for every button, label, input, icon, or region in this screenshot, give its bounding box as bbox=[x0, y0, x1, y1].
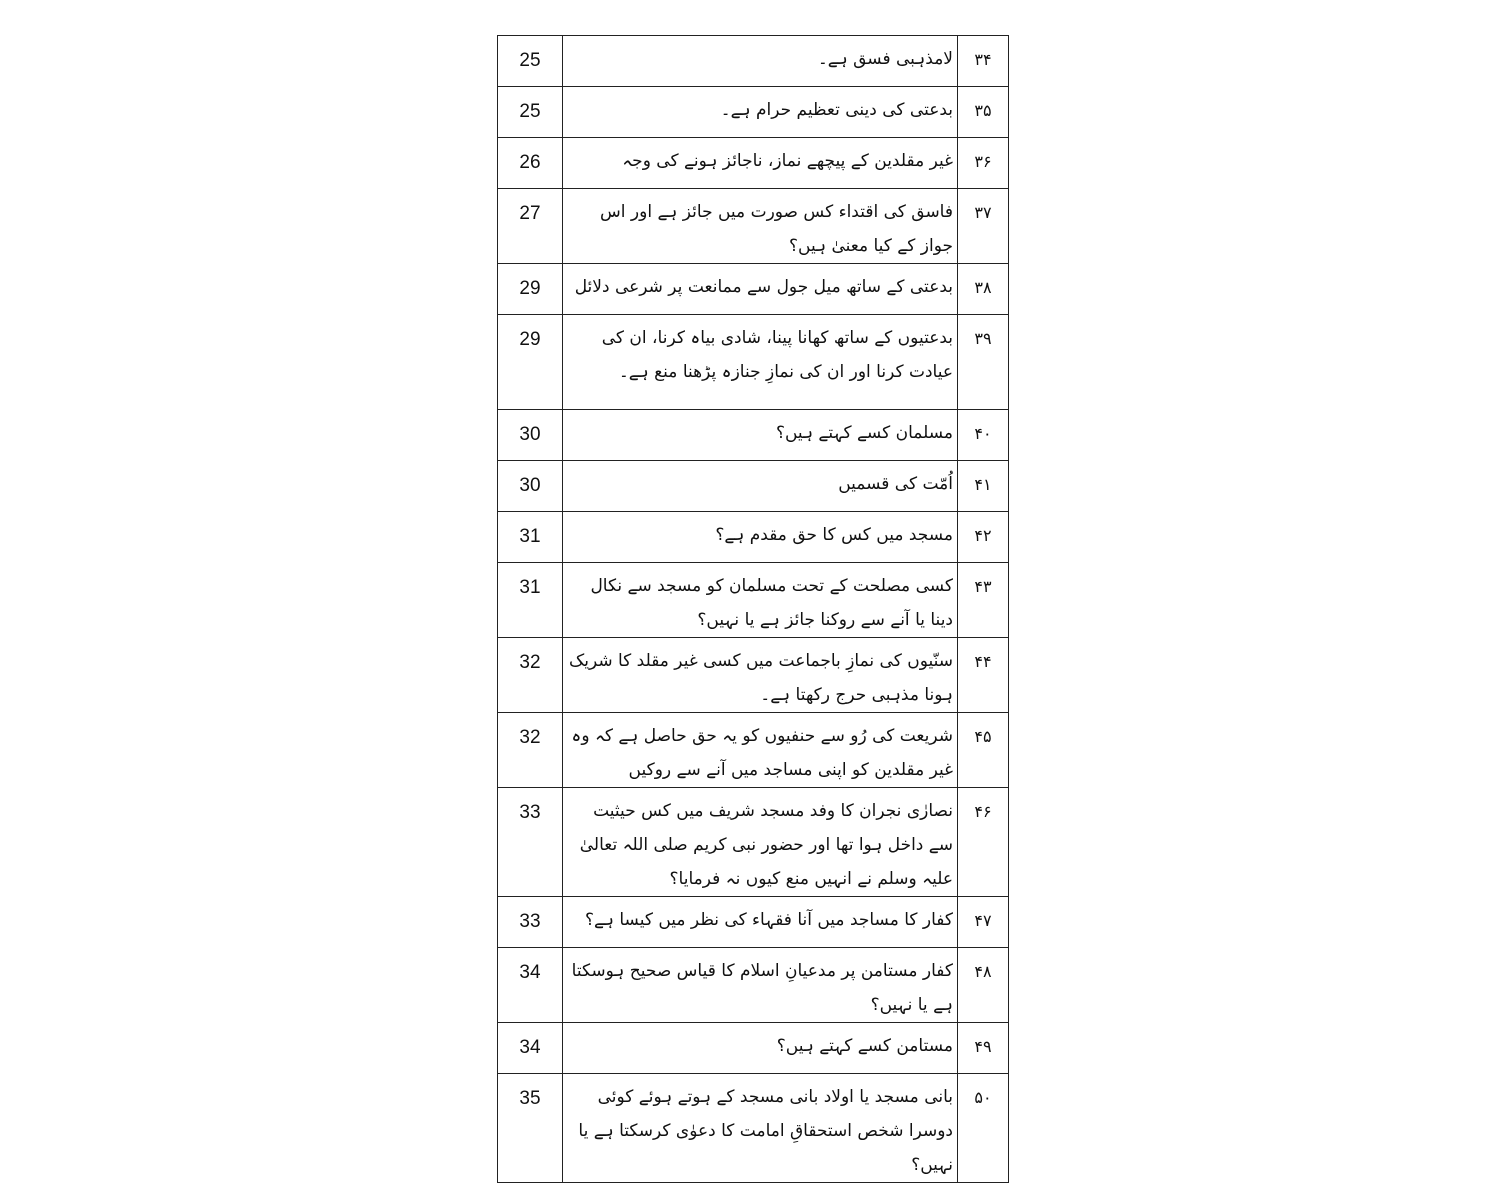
page-number-cell: 35 bbox=[498, 1074, 563, 1183]
topic-title-cell: اُمّت کی قسمیں bbox=[563, 461, 958, 512]
topic-title-cell: بدعتیوں کے ساتھ کھانا پینا، شادی بیاہ کرنا، ان کی عیادت کرنا اور ان کی نمازِ جنازہ پڑھنا منع ہے۔ bbox=[563, 315, 958, 410]
serial-number-cell: ۳۴ bbox=[958, 36, 1009, 87]
serial-number-cell: ۴۵ bbox=[958, 713, 1009, 788]
table-row bbox=[498, 315, 1009, 410]
table-row bbox=[498, 512, 1009, 563]
table-row bbox=[498, 1023, 1009, 1074]
serial-number-cell: ۳۵ bbox=[958, 87, 1009, 138]
topic-title-cell: مستامن کسے کہتے ہیں؟ bbox=[563, 1023, 958, 1074]
table-row bbox=[498, 138, 1009, 189]
topic-title-cell: بدعتی کے ساتھ میل جول سے ممانعت پر شرعی دلائل bbox=[563, 264, 958, 315]
table-row bbox=[498, 563, 1009, 638]
topic-title-cell: مسجد میں کس کا حق مقدم ہے؟ bbox=[563, 512, 958, 563]
topic-title-cell: کفار مستامن پر مدعیانِ اسلام کا قیاس صحیح ہوسکتا ہے یا نہیں؟ bbox=[563, 948, 958, 1023]
topic-title-cell: کسی مصلحت کے تحت مسلمان کو مسجد سے نکال دینا یا آنے سے روکنا جائز ہے یا نہیں؟ bbox=[563, 563, 958, 638]
page-number-cell: 29 bbox=[498, 315, 563, 410]
serial-number-cell: ۳۹ bbox=[958, 315, 1009, 410]
topic-title-cell: نصارٰی نجران کا وفد مسجد شریف میں کس حیثیت سے داخل ہوا تھا اور حضور نبی کریم صلی اللہ تعالیٰ علیہ وسلم نے انہیں منع کیوں نہ فرمایا؟ bbox=[563, 788, 958, 897]
serial-number-cell: ۴۸ bbox=[958, 948, 1009, 1023]
serial-number-cell: ۴۰ bbox=[958, 410, 1009, 461]
page-number-cell: 31 bbox=[498, 512, 563, 563]
table-row bbox=[498, 189, 1009, 264]
serial-number-cell: ۳۶ bbox=[958, 138, 1009, 189]
table-row bbox=[498, 36, 1009, 87]
serial-number-cell: ۴۹ bbox=[958, 1023, 1009, 1074]
topic-title-cell: فاسق کی اقتداء کس صورت میں جائز ہے اور اس جواز کے کیا معنیٰ ہیں؟ bbox=[563, 189, 958, 264]
page-number-cell: 33 bbox=[498, 788, 563, 897]
table-row bbox=[498, 897, 1009, 948]
page-number-cell: 34 bbox=[498, 948, 563, 1023]
table-row bbox=[498, 713, 1009, 788]
serial-number-cell: ۵۰ bbox=[958, 1074, 1009, 1183]
topic-title-cell: مسلمان کسے کہتے ہیں؟ bbox=[563, 410, 958, 461]
table-row bbox=[498, 87, 1009, 138]
page-number-cell: 29 bbox=[498, 264, 563, 315]
table-row bbox=[498, 638, 1009, 713]
page-number-cell: 31 bbox=[498, 563, 563, 638]
topic-title-cell: غیر مقلدین کے پیچھے نماز، ناجائز ہونے کی وجہ bbox=[563, 138, 958, 189]
page-number-cell: 33 bbox=[498, 897, 563, 948]
topic-title-cell: بدعتی کی دینی تعظیم حرام ہے۔ bbox=[563, 87, 958, 138]
page-number-cell: 32 bbox=[498, 713, 563, 788]
page-number-cell: 26 bbox=[498, 138, 563, 189]
page-number-cell: 30 bbox=[498, 410, 563, 461]
topic-title-cell: کفار کا مساجد میں آنا فقہاء کی نظر میں کیسا ہے؟ bbox=[563, 897, 958, 948]
table-row bbox=[498, 461, 1009, 512]
table-row bbox=[498, 410, 1009, 461]
table-row bbox=[498, 264, 1009, 315]
topic-title-cell: لامذہبی فسق ہے۔ bbox=[563, 36, 958, 87]
serial-number-cell: ۳۷ bbox=[958, 189, 1009, 264]
table-row bbox=[498, 1074, 1009, 1183]
page-number-cell: 25 bbox=[498, 36, 563, 87]
page-number-cell: 34 bbox=[498, 1023, 563, 1074]
page-number-cell: 25 bbox=[498, 87, 563, 138]
serial-number-cell: ۴۷ bbox=[958, 897, 1009, 948]
page-number-cell: 32 bbox=[498, 638, 563, 713]
topic-title-cell: بانی مسجد یا اولاد بانی مسجد کے ہوتے ہوئے کوئی دوسرا شخص استحقاقِ امامت کا دعوٰی کرسکتا ہے یا نہیں؟ bbox=[563, 1074, 958, 1183]
serial-number-cell: ۴۴ bbox=[958, 638, 1009, 713]
page-number-cell: 30 bbox=[498, 461, 563, 512]
serial-number-cell: ۴۱ bbox=[958, 461, 1009, 512]
serial-number-cell: ۴۳ bbox=[958, 563, 1009, 638]
serial-number-cell: ۴۲ bbox=[958, 512, 1009, 563]
serial-number-cell: ۴۶ bbox=[958, 788, 1009, 897]
serial-number-cell: ۳۸ bbox=[958, 264, 1009, 315]
table-row bbox=[498, 948, 1009, 1023]
table-row bbox=[498, 788, 1009, 897]
table-of-contents bbox=[497, 35, 1009, 1183]
topic-title-cell: سنّیوں کی نمازِ باجماعت میں کسی غیر مقلد کا شریک ہونا مذہبی حرج رکھتا ہے۔ bbox=[563, 638, 958, 713]
topic-title-cell: شریعت کی رُو سے حنفیوں کو یہ حق حاصل ہے کہ وہ غیر مقلدین کو اپنی مساجد میں آنے سے روکیں bbox=[563, 713, 958, 788]
page-number-cell: 27 bbox=[498, 189, 563, 264]
